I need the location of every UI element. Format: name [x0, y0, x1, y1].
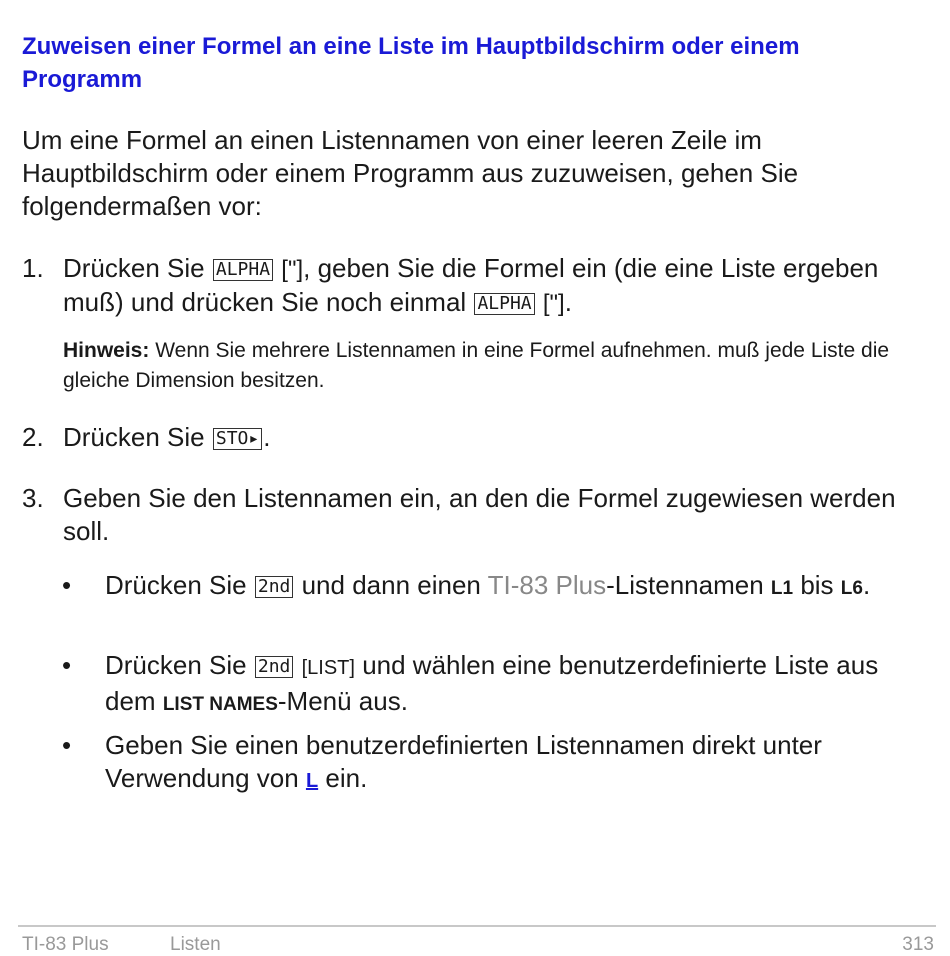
page-title: Zuweisen einer Formel an eine Liste im Hauptbildschirm oder einem Programm	[22, 33, 800, 93]
step-3	[22, 482, 932, 548]
footer-divider	[18, 925, 936, 927]
note-label: Hinweis:	[63, 339, 150, 362]
bullet-text: -Menü aus.	[277, 686, 408, 716]
bullet-text: Drücken Sie	[105, 570, 247, 600]
alpha-key: ALPHA	[474, 293, 534, 315]
step-text: .	[564, 287, 572, 317]
quote-key: ["]	[542, 290, 565, 317]
bullet-text: Geben Sie einen benutzerdefinierten Listennamen direkt unter Verwendung von	[105, 730, 822, 793]
alpha-key: ALPHA	[213, 259, 273, 281]
step-text: .	[263, 422, 271, 452]
step-text: Geben Sie den Listennamen ein, an den die Formel zugewiesen werden soll.	[63, 483, 896, 546]
quote-key: ["]	[281, 256, 304, 283]
step-1	[22, 252, 932, 396]
page-number: 313	[902, 934, 934, 955]
list-item	[62, 569, 922, 605]
bullet-text: und dann einen	[294, 570, 488, 600]
sto-key: STO▸	[213, 428, 262, 450]
bullet-text: ein.	[318, 763, 368, 793]
2nd-key: 2nd	[255, 576, 294, 598]
bullet-text: -Listennamen	[606, 570, 771, 600]
menu-name: LIST NAMES	[162, 694, 278, 715]
bullet-text: .	[862, 570, 871, 600]
list-name-l6: L6	[840, 578, 863, 599]
bullet-dot: •	[62, 570, 72, 600]
list-item	[62, 729, 922, 798]
intro-paragraph: Um eine Formel an einen Listennamen von einer leeren Zeile im Hauptbildschirm oder einem Programm aus zuzuweisen, gehen Sie folgendermaßen vor:	[22, 125, 799, 221]
footer-product: TI-83 Plus	[22, 934, 109, 955]
bullet-text: und wählen eine benutzerdefinierte Liste aus dem	[105, 650, 879, 716]
step-number: 2.	[22, 422, 44, 452]
bullet-text: Drücken Sie	[105, 650, 247, 680]
product-name: TI-83 Plus	[487, 570, 607, 600]
step-text: , geben Sie die Formel ein (die eine Liste ergeben muß) und drücken Sie noch einmal	[63, 253, 879, 317]
footer-section: Listen	[170, 934, 221, 955]
note	[63, 336, 932, 396]
step-number: 3.	[22, 483, 44, 513]
bullet-dot: •	[62, 730, 72, 760]
step-text: Drücken Sie	[63, 253, 205, 283]
l-link[interactable]: L	[305, 770, 319, 792]
step-2	[22, 421, 932, 454]
step-number: 1.	[22, 253, 44, 283]
step-text: Drücken Sie	[63, 422, 205, 452]
list-name-l1: L1	[770, 578, 794, 599]
bullet-text: bis	[793, 570, 841, 600]
list-key: [LIST]	[301, 657, 355, 679]
bullet-dot: •	[62, 650, 72, 680]
note-text: Wenn Sie mehrere Listennamen in eine Formel aufnehmen. muß jede Liste die gleiche Dimension besitzen.	[63, 339, 890, 392]
2nd-key: 2nd	[255, 656, 294, 678]
list-item	[62, 649, 922, 721]
